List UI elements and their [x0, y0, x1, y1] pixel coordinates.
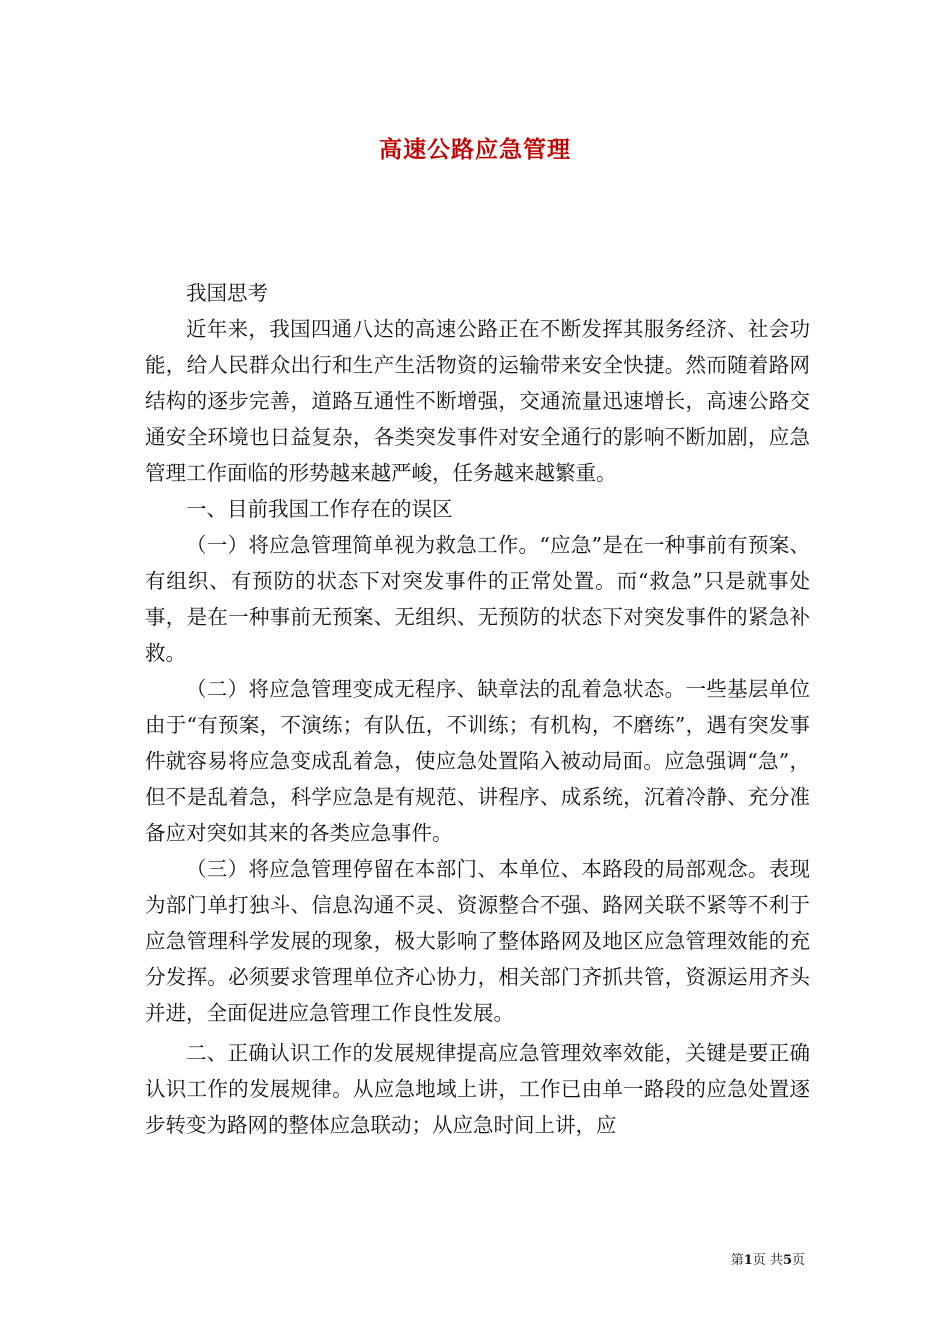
paragraph-section-one-heading: 一、目前我国工作存在的误区 — [186, 497, 453, 521]
paragraph-subtitle: 我国思考 — [186, 281, 268, 305]
footer-suffix: 页 — [791, 1253, 805, 1268]
footer-middle: 页 共 — [752, 1253, 783, 1268]
document-body — [145, 275, 810, 1143]
document-title: 高速公路应急管理 — [379, 136, 571, 163]
paragraph-intro: 近年来，我国四通八达的高速公路正在不断发挥其服务经济、社会功能，给人民群众出行和生产生活物资的运输带来安全快捷。然而随着路网结构的逐步完善，道路互通性不断增强，交通流量迅速增长，高速公路交通安全环境也日益复杂，各类突发事件对安全通行的影响不断加剧，应急管理工作面临的形势越来越严峻，任务越来越繁重。 — [145, 317, 810, 485]
footer-total-pages: 5 — [782, 1253, 792, 1268]
page-number-footer — [731, 1249, 805, 1268]
paragraph-point-three: （三）将应急管理停留在本部门、本单位、本路段的局部观念。表现为部门单打独斗、信息沟通不灵、资源整合不强、路网关联不紧等不利于应急管理科学发展的现象，极大影响了整体路网及地区应急管理效能的充分发挥。必须要求管理单位齐心协力，相关部门齐抓共管，资源运用齐头并进，全面促进应急管理工作良性发展。 — [145, 857, 810, 1025]
paragraph-point-two: （二）将应急管理变成无程序、缺章法的乱着急状态。一些基层单位由于“有预案，不演练；有队伍，不训练；有机构，不磨练”，遇有突发事件就容易将应急变成乱着急，使应急处置陷入被动局面。应急强调“急”，但不是乱着急，科学应急是有规范、讲程序、成系统，沉着冷静、充分准备应对突如其来的各类应急事件。 — [145, 677, 810, 845]
paragraph-section-two: 二、正确认识工作的发展规律提高应急管理效率效能，关键是要正确认识工作的发展规律。从应急地域上讲，工作已由单一路段的应急处置逐步转变为路网的整体应急联动；从应急时间上讲，应 — [145, 1041, 810, 1137]
footer-current-page: 1 — [743, 1253, 753, 1268]
footer-prefix: 第 — [730, 1253, 744, 1268]
paragraph-point-one: （一）将应急管理简单视为救急工作。“应急”是在一种事前有预案、有组织、有预防的状态下对突发事件的正常处置。而“救急”只是就事处事，是在一种事前无预案、无组织、无预防的状态下对突发事件的紧急补救。 — [145, 533, 810, 665]
